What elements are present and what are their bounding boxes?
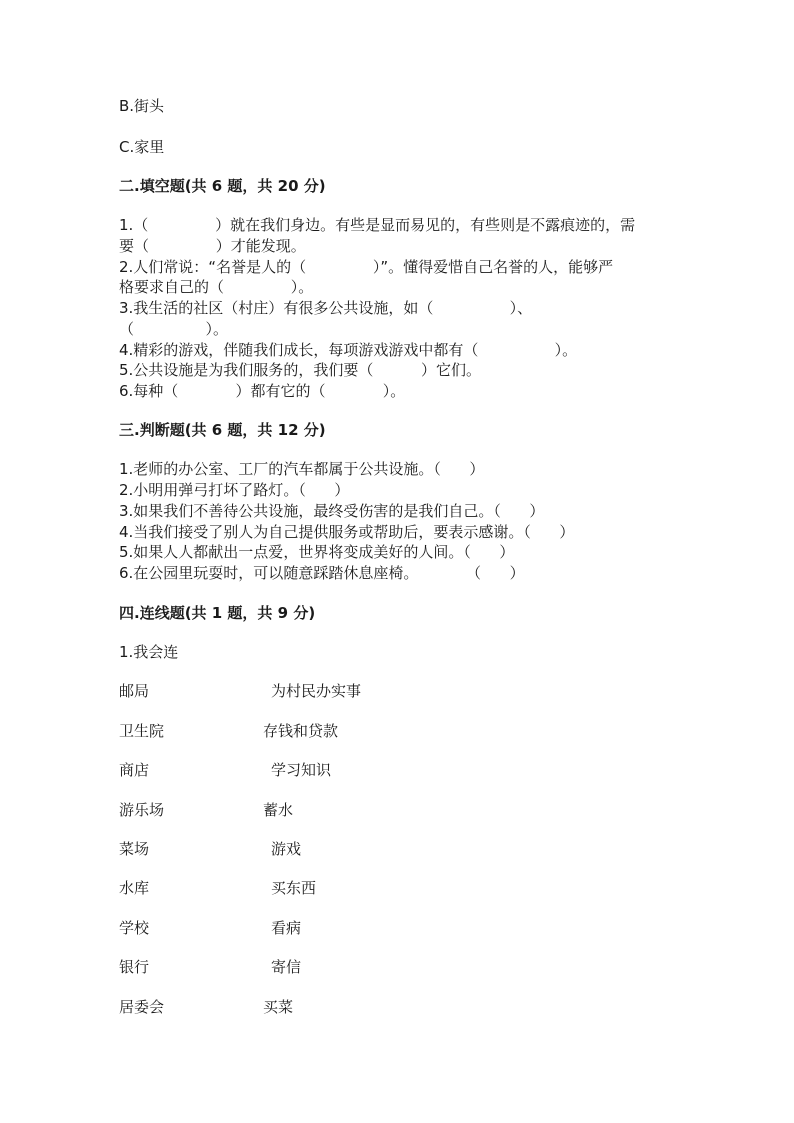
fill-blank-line: 要（ ）才能发现。 [119,237,306,255]
match-left-item: 卫生院 [119,722,165,740]
true-false-line: 6.在公园里玩耍时，可以随意踩踏休息座椅。 （ ） [119,564,525,582]
match-right-item: 寄信 [271,958,302,976]
match-right-item: 看病 [271,919,302,937]
match-right-item: 学习知识 [271,761,332,779]
section-matching-title: 四.连线题(共 1 题，共 9 分) [119,604,316,622]
true-false-line: 4.当我们接受了别人为自己提供服务或帮助后，要表示感谢。（ ） [119,523,575,541]
match-left-item: 菜场 [119,840,150,858]
match-left-item: 居委会 [119,998,165,1016]
match-left-item: 水库 [119,879,150,897]
match-right-item: 蓄水 [263,801,294,819]
fill-blank-line: 6.每种（ ）都有它的（ ）。 [119,382,406,400]
match-left-item: 商店 [119,761,150,779]
true-false-line: 1.老师的办公室、工厂的汽车都属于公共设施。（ ） [119,460,485,478]
fill-blank-line: 5.公共设施是为我们服务的，我们要（ ）它们。 [119,361,481,379]
matching-question: 1.我会连 [119,643,179,661]
fill-blank-line: （ ）。 [119,320,229,338]
match-right-item: 游戏 [271,840,302,858]
fill-blank-line: 1.（ ）就在我们身边。有些是显而易见的，有些则是不露痕迹的，需 [119,216,636,234]
section-fill-blank-title: 二.填空题(共 6 题，共 20 分) [119,177,326,195]
match-right-item: 存钱和贷款 [263,722,339,740]
match-left-item: 银行 [119,958,150,976]
match-right-item: 买东西 [271,879,317,897]
match-left-item: 学校 [119,919,150,937]
option-c: C.家里 [119,138,165,156]
match-right-item: 为村民办实事 [271,682,362,700]
true-false-line: 2.小明用弹弓打坏了路灯。（ ） [119,481,350,499]
fill-blank-line: 3.我生活的社区（村庄）有很多公共设施，如（ ）、 [119,299,533,317]
fill-blank-line: 4.精彩的游戏，伴随我们成长，每项游戏游戏中都有（ ）。 [119,341,578,359]
fill-blank-line: 2.人们常说：“名誉是人的（ ）”。懂得爱惜自己名誉的人，能够严 [119,258,614,276]
section-true-false-title: 三.判断题(共 6 题，共 12 分) [119,421,326,439]
fill-blank-line: 格要求自己的（ ）。 [119,278,314,296]
true-false-line: 3.如果我们不善待公共设施，最终受伤害的是我们自己。（ ） [119,502,545,520]
true-false-line: 5.如果人人都献出一点爱，世界将变成美好的人间。（ ） [119,543,515,561]
match-left-item: 游乐场 [119,801,165,819]
option-b: B.街头 [119,97,165,115]
match-right-item: 买菜 [263,998,294,1016]
match-left-item: 邮局 [119,682,150,700]
